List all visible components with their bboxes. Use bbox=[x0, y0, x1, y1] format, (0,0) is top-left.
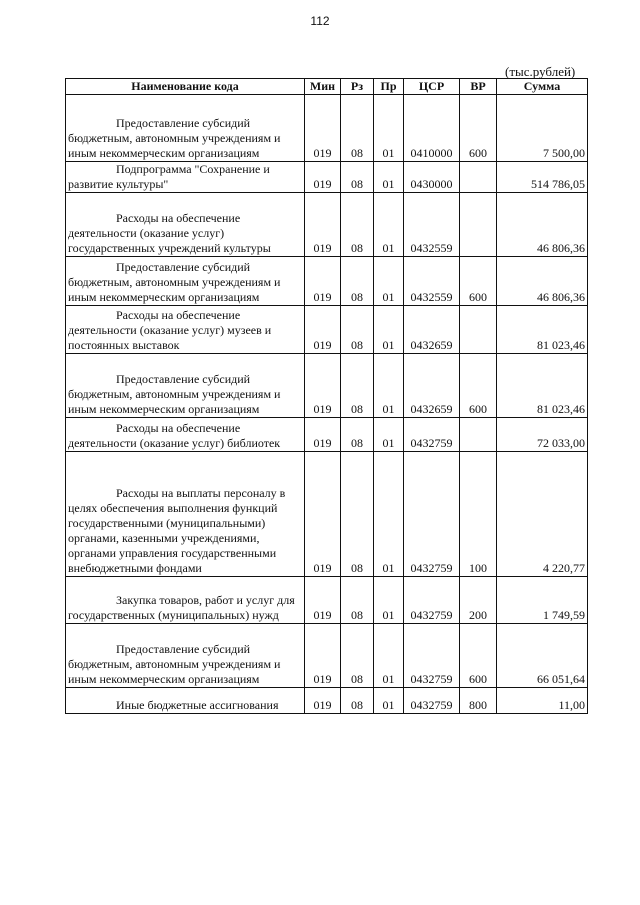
row-rz: 08 bbox=[341, 95, 374, 162]
header-pr: Пр bbox=[374, 79, 404, 95]
header-min: Мин bbox=[305, 79, 341, 95]
row-name bbox=[66, 257, 305, 306]
row-sum: 514 786,05 bbox=[497, 162, 588, 193]
row-pr: 01 bbox=[374, 95, 404, 162]
row-pr: 01 bbox=[374, 193, 404, 257]
table-row bbox=[66, 95, 588, 162]
row-name-text: Предоставление субсидий бюджетным, автономным учреждениям и иным некоммерческим организациям bbox=[68, 116, 281, 160]
table-row bbox=[66, 162, 588, 193]
row-rz: 08 bbox=[341, 688, 374, 714]
row-pr: 01 bbox=[374, 257, 404, 306]
row-csr: 0410000 bbox=[404, 95, 460, 162]
row-name-text: Предоставление субсидий бюджетным, автономным учреждениям и иным некоммерческим организациям bbox=[68, 372, 281, 416]
row-min: 019 bbox=[305, 162, 341, 193]
row-min: 019 bbox=[305, 257, 341, 306]
row-min: 019 bbox=[305, 193, 341, 257]
row-min: 019 bbox=[305, 624, 341, 688]
row-name-text: Расходы на обеспечение деятельности (оказание услуг) государственных учреждений культуры bbox=[68, 211, 271, 255]
row-sum: 11,00 bbox=[497, 688, 588, 714]
table-row bbox=[66, 306, 588, 354]
row-rz: 08 bbox=[341, 162, 374, 193]
header-csr: ЦСР bbox=[404, 79, 460, 95]
row-rz: 08 bbox=[341, 418, 374, 452]
row-name-text: Предоставление субсидий бюджетным, автономным учреждениям и иным некоммерческим организациям bbox=[68, 260, 281, 304]
row-min: 019 bbox=[305, 418, 341, 452]
row-csr: 0432659 bbox=[404, 306, 460, 354]
row-name-text: Расходы на обеспечение деятельности (оказание услуг) библиотек bbox=[68, 421, 281, 450]
row-sum: 81 023,46 bbox=[497, 306, 588, 354]
row-name bbox=[66, 162, 305, 193]
row-pr: 01 bbox=[374, 418, 404, 452]
table-row bbox=[66, 257, 588, 306]
row-rz: 08 bbox=[341, 354, 374, 418]
header-rz: Рз bbox=[341, 79, 374, 95]
row-csr: 0430000 bbox=[404, 162, 460, 193]
row-vr: 200 bbox=[460, 577, 497, 624]
row-pr: 01 bbox=[374, 452, 404, 577]
row-vr bbox=[460, 418, 497, 452]
table-body bbox=[66, 95, 588, 714]
row-csr: 0432759 bbox=[404, 624, 460, 688]
row-name bbox=[66, 354, 305, 418]
budget-table bbox=[65, 78, 588, 714]
row-rz: 08 bbox=[341, 577, 374, 624]
row-min: 019 bbox=[305, 452, 341, 577]
row-vr: 600 bbox=[460, 354, 497, 418]
units-label: (тыс.рублей) bbox=[505, 64, 576, 79]
row-rz: 08 bbox=[341, 257, 374, 306]
row-sum: 4 220,77 bbox=[497, 452, 588, 577]
row-csr: 0432759 bbox=[404, 452, 460, 577]
header-sum: Сумма bbox=[497, 79, 588, 95]
row-min: 019 bbox=[305, 95, 341, 162]
row-name bbox=[66, 688, 305, 714]
row-pr: 01 bbox=[374, 354, 404, 418]
row-min: 019 bbox=[305, 306, 341, 354]
row-name-text: Расходы на обеспечение деятельности (оказание услуг) музеев и постоянных выставок bbox=[68, 308, 272, 352]
row-name bbox=[66, 95, 305, 162]
row-csr: 0432759 bbox=[404, 418, 460, 452]
table-row bbox=[66, 624, 588, 688]
row-name bbox=[66, 193, 305, 257]
row-sum: 72 033,00 bbox=[497, 418, 588, 452]
header-vr: ВР bbox=[460, 79, 497, 95]
row-vr: 100 bbox=[460, 452, 497, 577]
table-row bbox=[66, 688, 588, 714]
row-vr bbox=[460, 306, 497, 354]
row-vr bbox=[460, 193, 497, 257]
table-row bbox=[66, 354, 588, 418]
row-pr: 01 bbox=[374, 306, 404, 354]
row-pr: 01 bbox=[374, 688, 404, 714]
row-pr: 01 bbox=[374, 162, 404, 193]
table-header-row bbox=[66, 79, 588, 95]
row-csr: 0432559 bbox=[404, 257, 460, 306]
row-csr: 0432559 bbox=[404, 193, 460, 257]
page-number: 112 bbox=[310, 14, 330, 28]
row-name bbox=[66, 624, 305, 688]
row-rz: 08 bbox=[341, 306, 374, 354]
row-csr: 0432759 bbox=[404, 577, 460, 624]
row-name-text: Расходы на выплаты персоналу в целях обеспечения выполнения функций государственными (муниципальными) органами, казенными учреждениями, органами управления государственными внебюджетными фондами bbox=[68, 486, 286, 575]
row-csr: 0432759 bbox=[404, 688, 460, 714]
row-min: 019 bbox=[305, 577, 341, 624]
row-rz: 08 bbox=[341, 624, 374, 688]
row-sum: 66 051,64 bbox=[497, 624, 588, 688]
row-vr: 800 bbox=[460, 688, 497, 714]
row-vr bbox=[460, 162, 497, 193]
table-row bbox=[66, 452, 588, 577]
row-name-text: Иные бюджетные ассигнования bbox=[116, 698, 279, 712]
row-vr: 600 bbox=[460, 624, 497, 688]
row-pr: 01 bbox=[374, 624, 404, 688]
row-name bbox=[66, 452, 305, 577]
table-row bbox=[66, 418, 588, 452]
table-row bbox=[66, 577, 588, 624]
row-vr: 600 bbox=[460, 95, 497, 162]
row-sum: 46 806,36 bbox=[497, 257, 588, 306]
row-sum: 7 500,00 bbox=[497, 95, 588, 162]
row-sum: 81 023,46 bbox=[497, 354, 588, 418]
row-pr: 01 bbox=[374, 577, 404, 624]
row-name-text: Предоставление субсидий бюджетным, автономным учреждениям и иным некоммерческим организациям bbox=[68, 642, 281, 686]
row-name-text: Подпрограмма "Сохранение и развитие культуры" bbox=[68, 162, 270, 191]
row-name-text: Закупка товаров, работ и услуг для государственных (муниципальных) нужд bbox=[68, 593, 295, 622]
row-vr: 600 bbox=[460, 257, 497, 306]
row-sum: 1 749,59 bbox=[497, 577, 588, 624]
row-name bbox=[66, 306, 305, 354]
row-name bbox=[66, 577, 305, 624]
row-min: 019 bbox=[305, 354, 341, 418]
header-name: Наименование кода bbox=[66, 79, 305, 95]
row-min: 019 bbox=[305, 688, 341, 714]
row-rz: 08 bbox=[341, 193, 374, 257]
row-sum: 46 806,36 bbox=[497, 193, 588, 257]
row-name bbox=[66, 418, 305, 452]
row-csr: 0432659 bbox=[404, 354, 460, 418]
row-rz: 08 bbox=[341, 452, 374, 577]
table-row bbox=[66, 193, 588, 257]
